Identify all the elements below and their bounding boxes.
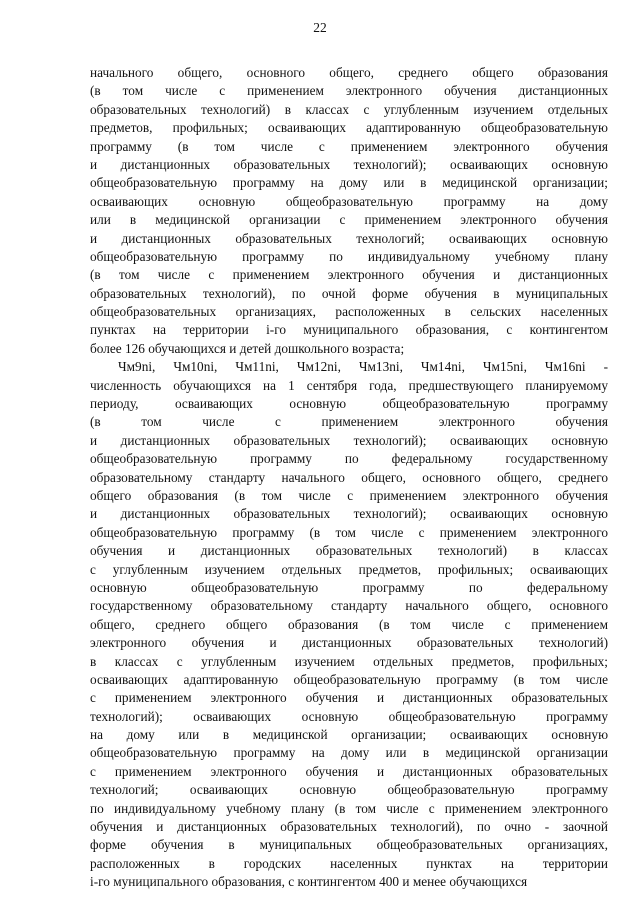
text-line: осваивающих основную общеобразовательную программу на дому	[90, 193, 608, 209]
text-line: более 126 обучающихся и детей дошкольного возраста;	[90, 340, 405, 356]
text-line: пунктах на территории i-го муниципального образования, с контингентом	[90, 322, 608, 338]
text-line: или в медицинской организации с применением электронного обучения	[90, 212, 608, 228]
text-line: общеобразовательную программу на дому или в медицинской организации	[90, 745, 608, 761]
text-line: и дистанционных образовательных технологий); осваивающих основную	[90, 156, 608, 172]
text-line: расположенных в городских населенных пунктах на территории	[90, 855, 608, 871]
text-line: с применением электронного обучения и дистанционных образовательных	[90, 763, 608, 779]
text-line: периоду, осваивающих основную общеобразовательную программу	[90, 396, 608, 412]
text-line: общеобразовательную программу (в том числе с применением электронного	[90, 524, 608, 540]
text-line: предметов, профильных; осваивающих адаптированную общеобразовательную	[90, 120, 608, 136]
text-line: электронного обучения и дистанционных образовательных технологий)	[90, 635, 608, 651]
text-line: государственному образовательному стандарту начального общего, основного	[90, 598, 608, 614]
text-line: и дистанционных образовательных технологий; осваивающих основную	[90, 230, 608, 246]
text-line: (в том числе с применением электронного обучения и дистанционных	[90, 267, 608, 283]
text-line: общего, среднего общего образования (в том числе с применением	[90, 616, 608, 632]
text-line: (в том числе с применением электронного обучения	[90, 414, 608, 430]
text-line: технологий); осваивающих основную общеобразовательную программу	[90, 708, 608, 724]
text-line: общеобразовательных организациях, расположенных в сельских населенных	[90, 304, 608, 320]
text-line: с применением электронного обучения и дистанционных образовательных	[90, 690, 608, 706]
text-line: начального общего, основного общего, среднего общего образования	[90, 65, 608, 80]
text-line: обучения и дистанционных образовательных технологий), по очно - заочной	[90, 819, 608, 835]
text-line: по индивидуальному учебному плану (в том числе с применением электронного	[90, 800, 608, 816]
text-line: программу (в том числе с применением электронного обучения	[90, 138, 608, 154]
text-line: (в том числе с применением электронного обучения дистанционных	[90, 83, 608, 99]
text-line: в классах с углубленным изучением отдельных предметов, профильных;	[90, 653, 608, 669]
text-line: технологий; осваивающих основную общеобразовательную программу	[90, 782, 608, 798]
text-line: на дому или в медицинской организации; осваивающих основную	[90, 727, 608, 743]
text-line: общеобразовательную программу по федеральному государственному	[90, 451, 608, 467]
text-line: и дистанционных образовательных технологий); осваивающих основную	[90, 432, 608, 448]
page-number: 22	[313, 20, 327, 35]
text-line: общеобразовательную программу на дому или в медицинской организации;	[90, 175, 608, 191]
text-line: численность обучающихся на 1 сентября года, предшествующего планируемому	[90, 377, 608, 393]
text-line: общего образования (в том числе с применением электронного обучения	[90, 487, 608, 503]
text-line: i-го муниципального образования, с контингентом 400 и менее обучающихся	[90, 874, 528, 890]
text-line: осваивающих адаптированную общеобразовательную программу (в том числе	[90, 671, 608, 687]
text-line: образовательных технологий), по очной форме обучения в муниципальных	[90, 285, 608, 301]
body-text	[90, 64, 608, 892]
text-line: основную общеобразовательную программу по федеральному	[90, 579, 608, 595]
text-line: Чм9ni, Чм10ni, Чм11ni, Чм12ni, Чм13ni, Чм14ni, Чм15ni, Чм16ni -	[118, 359, 608, 375]
text-line: обучения и дистанционных образовательных технологий) в классах	[90, 543, 608, 559]
text-line: общеобразовательную программу по индивидуальному учебному плану	[90, 248, 608, 264]
text-line: образовательных технологий) в классах с углубленным изучением отдельных	[90, 101, 608, 117]
text-line: образовательному стандарту начального общего, основного общего, среднего	[90, 469, 608, 485]
text-line: с углубленным изучением отдельных предметов, профильных; осваивающих	[90, 561, 608, 577]
text-line: форме обучения в муниципальных общеобразовательных организациях,	[90, 837, 608, 853]
text-line: и дистанционных образовательных технологий); осваивающих основную	[90, 506, 608, 522]
